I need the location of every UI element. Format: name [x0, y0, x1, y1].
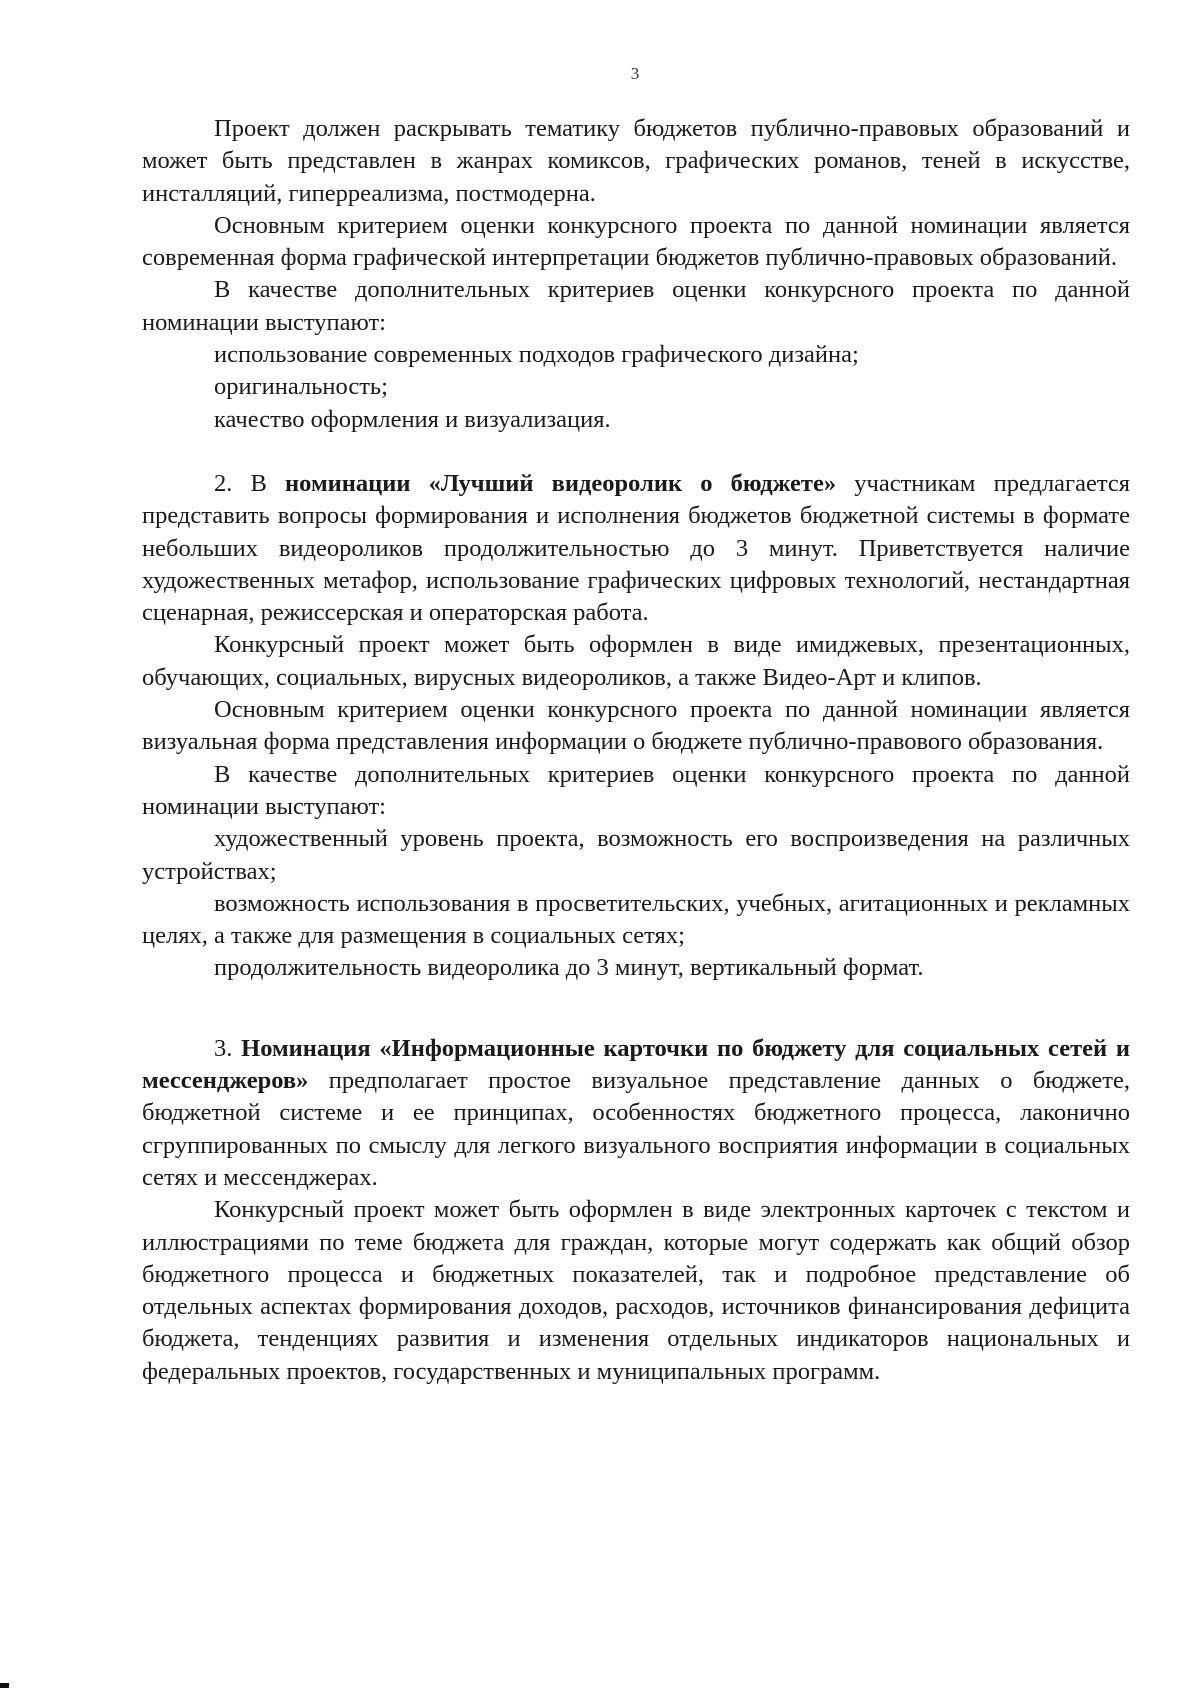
criterion-item-modern-design: использование современных подходов графического дизайна;: [214, 341, 859, 369]
paragraph-additional-criteria-intro: В качестве дополнительных критериев оценки конкурсного проекта по данной номинации выступают:: [142, 276, 1130, 336]
nomination-video-number: 2. В: [214, 469, 286, 497]
criterion-item-originality: оригинальность;: [214, 373, 388, 401]
criterion-item-artistic-level: художественный уровень проекта, возможность его воспроизведения на различных устройствах;: [142, 825, 1130, 885]
paragraph-nomination-cards: [142, 1033, 1130, 1194]
nomination-video-description: участникам предлагается представить вопросы формирования и исполнения бюджетов бюджетной системы в формате небольших видеороликов продолжительностью до 3 минут. Приветствуется наличие художественных метафор, использование графических цифровых технологий, нестандартная сценарная, режиссерская и операторская работа.: [142, 469, 1131, 627]
nomination-cards-description: предполагает простое визуальное представление данных о бюджете, бюджетной системе и ее принципах, особенностях бюджетного процесса, лаконично сгруппированных по смыслу для легкого визуального восприятия информации в социальных сетях и мессенджерах.: [142, 1067, 1130, 1191]
criterion-item-duration: продолжительность видеоролика до 3 минут, вертикальный формат.: [214, 954, 924, 982]
paragraph-main-criterion-graphics: Основным критерием оценки конкурсного проекта по данной номинации является современная форма графической интерпретации бюджетов публично-правовых образований.: [142, 211, 1130, 272]
scan-edge-mark: [0, 1683, 9, 1688]
paragraph-main-criterion-video: Основным критерием оценки конкурсного проекта по данной номинации является визуальная форма представления информации о бюджете публично-правового образования.: [142, 696, 1130, 756]
nomination-cards-title: Номинация «Информационные карточки по бюджету для социальных сетей и мессенджеров»: [142, 1034, 1130, 1095]
paragraph-nomination-video: [142, 468, 1130, 629]
nomination-cards-number: 3.: [214, 1034, 242, 1062]
document-body: [142, 113, 1130, 1388]
criterion-item-visualization: качество оформления и визуализация.: [214, 405, 611, 433]
paragraph-video-formats: Конкурсный проект может быть оформлен в виде имиджевых, презентационных, обучающих, социальных, вирусных видеороликов, а также Видео-Арт и клипов.: [142, 631, 1130, 691]
nomination-video-title: номинации «Лучший видеоролик о бюджете»: [285, 469, 837, 497]
paragraph-project-theme: Проект должен раскрывать тематику бюджетов публично-правовых образований и может быть представлен в жанрах комиксов, графических романов, теней в искусстве, инсталляций, гиперреализма, постмодерна.: [142, 115, 1130, 207]
paragraph-additional-criteria-intro-video: В качестве дополнительных критериев оценки конкурсного проекта по данной номинации выступают:: [142, 760, 1130, 820]
page-number: 3: [630, 64, 640, 83]
paragraph-cards-formats: Конкурсный проект может быть оформлен в виде электронных карточек с текстом и иллюстрациями по теме бюджета для граждан, которые могут содержать как общий обзор бюджетного процесса и бюджетных показателей, так и подробное представление об отдельных аспектах формирования доходов, расходов, источников финансирования дефицита бюджета, тенденциях развития и изменения отдельных индикаторов национальных и федеральных проектов, государственных и муниципальных программ.: [142, 1196, 1130, 1385]
criterion-item-usage: возможность использования в просветительских, учебных, агитационных и рекламных целях, а также для размещения в социальных сетях;: [142, 889, 1130, 950]
